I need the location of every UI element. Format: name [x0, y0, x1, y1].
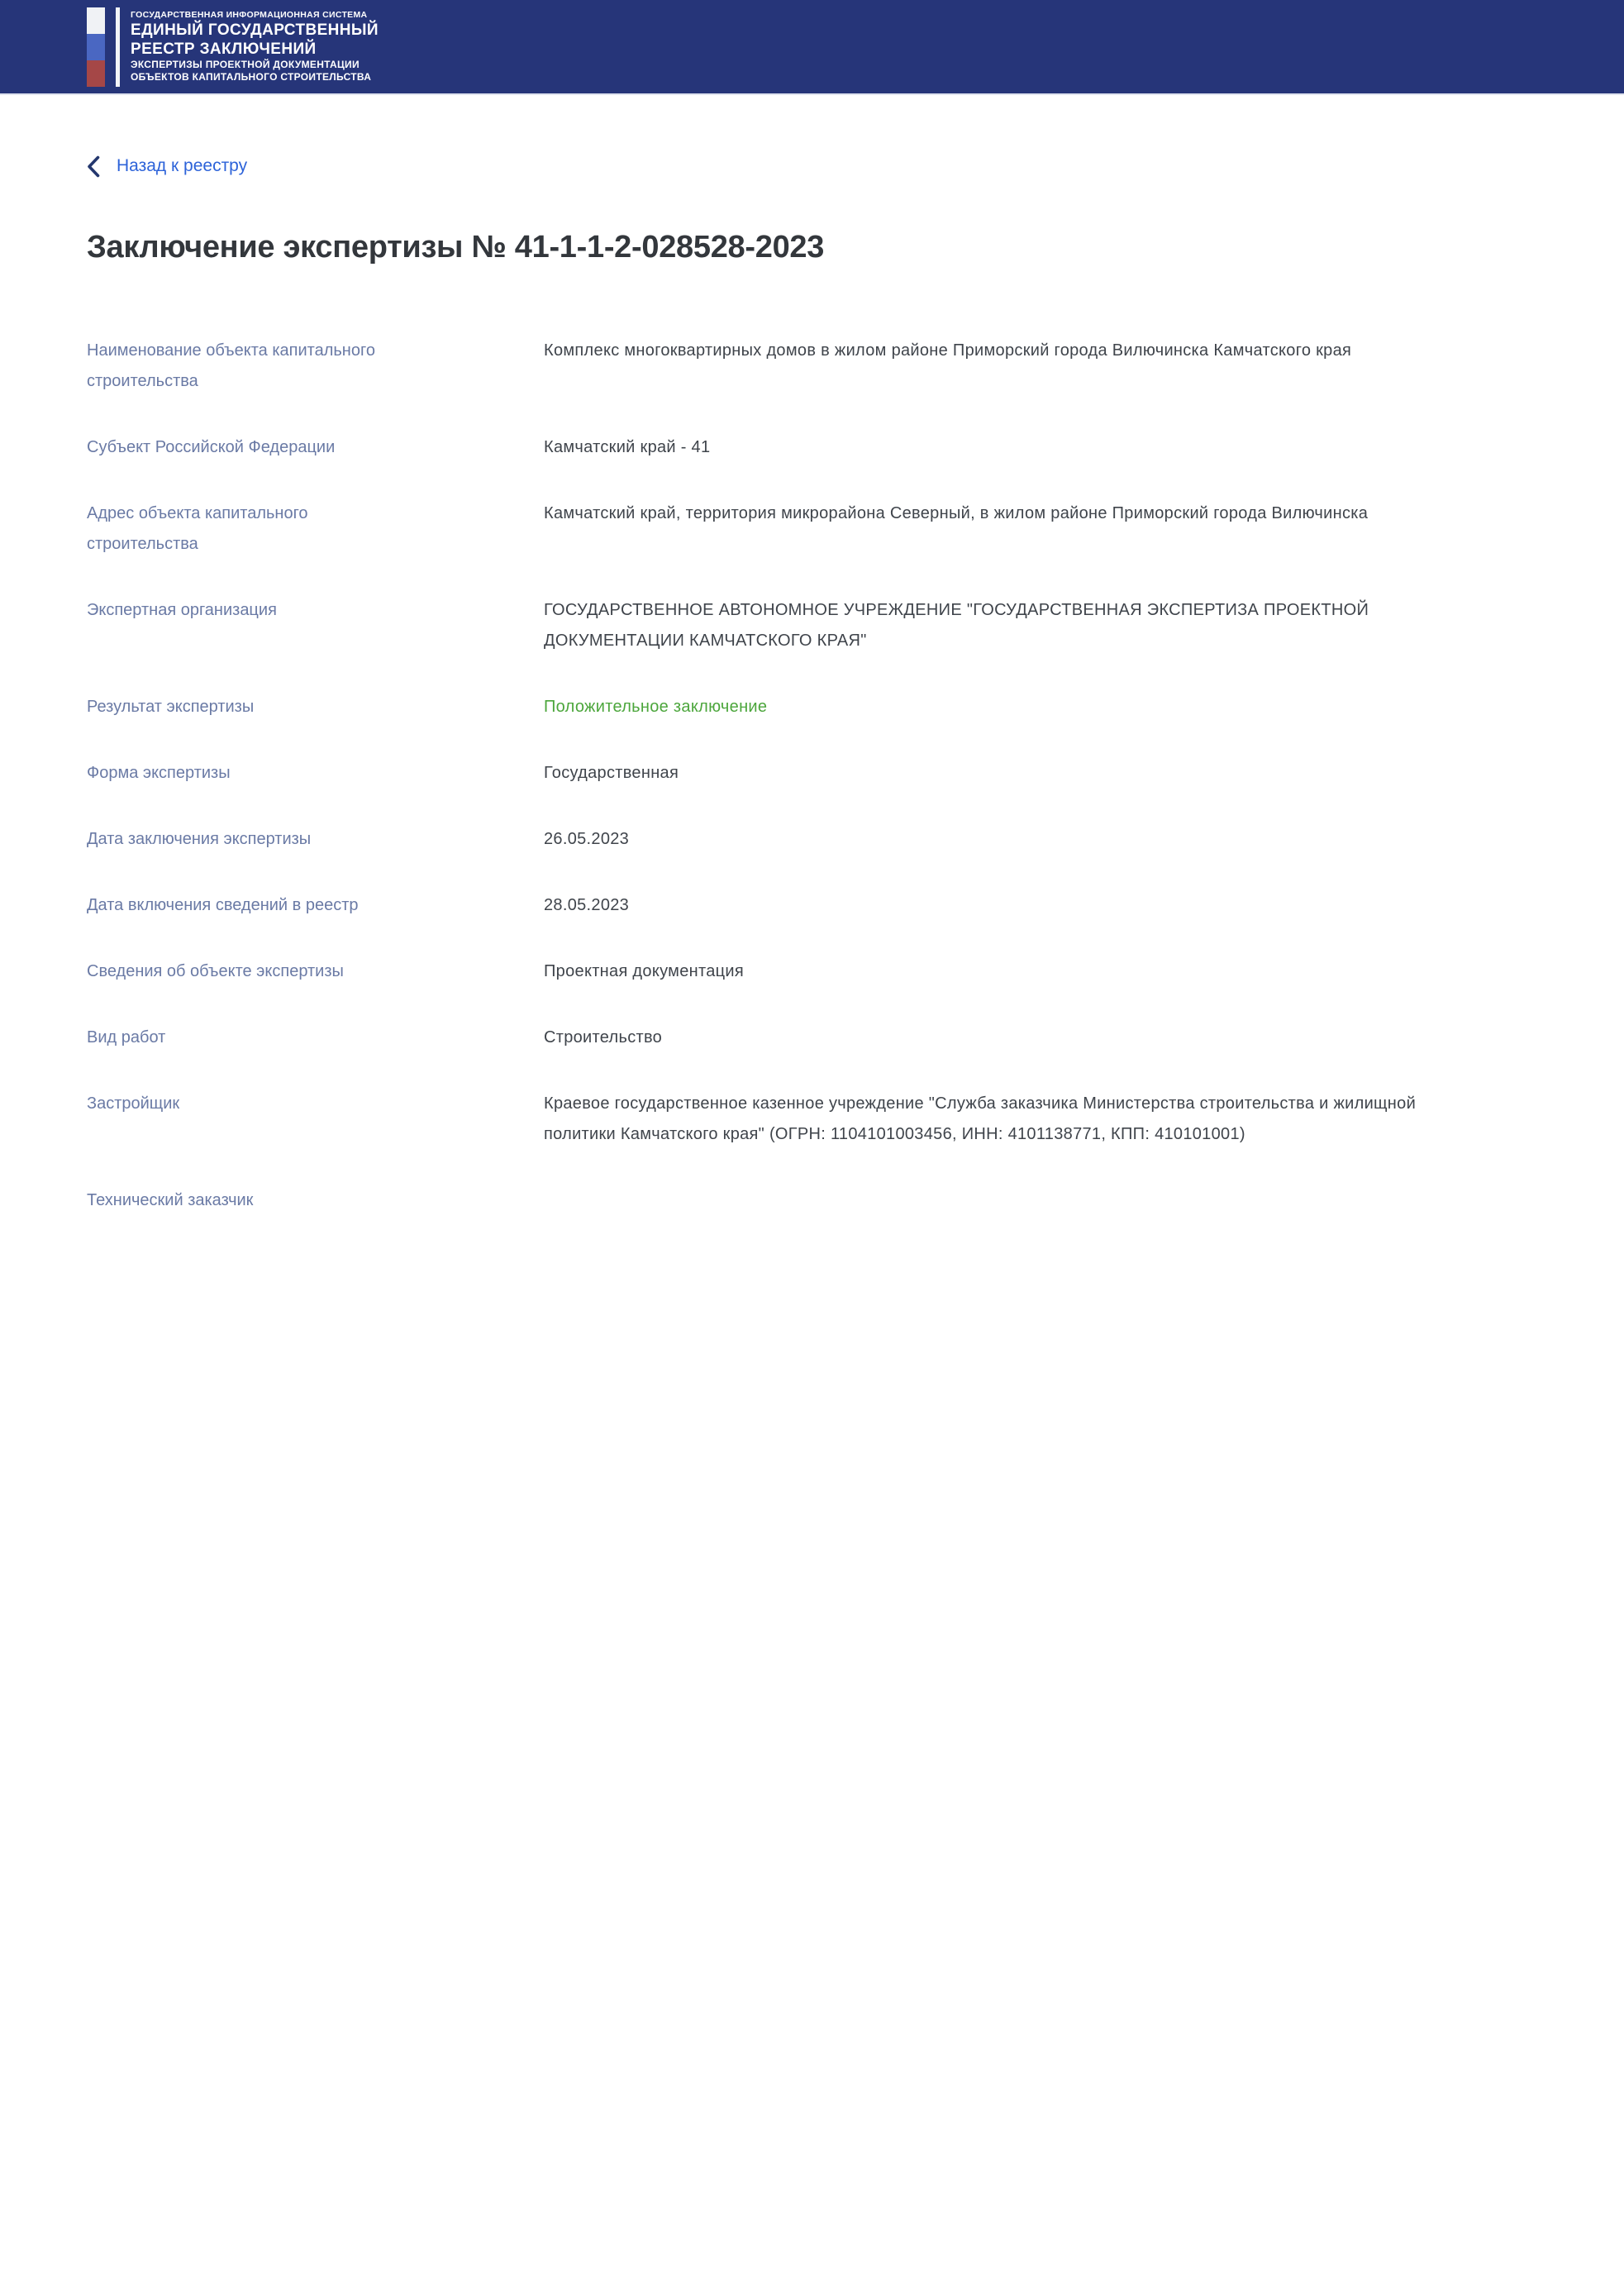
page-title: Заключение экспертизы № 41-1-1-2-028528-2023 — [87, 229, 825, 265]
field-label: Дата включения сведений в реестр — [87, 895, 359, 914]
logo-subtitle-line2: ОБЪЕКТОВ КАПИТАЛЬНОГО СТРОИТЕЛЬСТВА — [131, 71, 372, 83]
back-link-label: Назад к реестру — [117, 156, 248, 175]
flag-stripe-blue — [87, 34, 105, 60]
logo-text — [131, 10, 379, 83]
field-row — [87, 1089, 1550, 1150]
field-value: Государственная — [544, 763, 679, 782]
field-label: Адрес объекта капитального строительства — [87, 503, 308, 553]
fields-list — [87, 336, 1550, 1216]
field-label: Экспертная организация — [87, 600, 277, 619]
back-to-registry-link[interactable] — [87, 155, 247, 178]
field-row — [87, 758, 1550, 789]
field-value: Положительное заключение — [544, 697, 768, 716]
field-row — [87, 1185, 1550, 1216]
field-label: Наименование объекта капитального строительства — [87, 341, 375, 390]
field-label: Сведения об объекте экспертизы — [87, 961, 344, 980]
logo-title-line2: РЕЕСТР ЗАКЛЮЧЕНИЙ — [131, 41, 317, 58]
logo-caption: ГОСУДАРСТВЕННАЯ ИНФОРМАЦИОННАЯ СИСТЕМА — [131, 10, 368, 20]
field-row — [87, 1023, 1550, 1053]
logo-subtitle-line1: ЭКСПЕРТИЗЫ ПРОЕКТНОЙ ДОКУМЕНТАЦИИ — [131, 59, 360, 70]
russian-flag-icon — [87, 7, 105, 87]
field-value: Проектная документация — [544, 961, 745, 980]
field-value: 26.05.2023 — [544, 829, 630, 848]
field-label: Застройщик — [87, 1094, 180, 1113]
field-value: ГОСУДАРСТВЕННОЕ АВТОНОМНОЕ УЧРЕЖДЕНИЕ "ГОСУДАРСТВЕННАЯ ЭКСПЕРТИЗА ПРОЕКТНОЙ ДОКУМЕНТАЦИИ КАМЧАТСКОГО КРАЯ" — [544, 600, 1369, 650]
chevron-left-icon — [87, 155, 100, 178]
field-row — [87, 956, 1550, 987]
field-label: Вид работ — [87, 1027, 166, 1047]
field-row — [87, 824, 1550, 855]
logo-divider — [116, 7, 120, 87]
field-label: Дата заключения экспертизы — [87, 829, 312, 848]
field-value: Комплекс многоквартирных домов в жилом районе Приморский города Вилючинска Камчатского края — [544, 341, 1352, 360]
flag-stripe-white — [87, 7, 105, 34]
app-header — [0, 0, 1624, 95]
field-label: Форма экспертизы — [87, 763, 231, 782]
field-value — [544, 1185, 1469, 1216]
field-row — [87, 336, 1550, 397]
field-label: Субъект Российской Федерации — [87, 437, 336, 456]
field-value: Камчатский край, территория микрорайона Северный, в жилом районе Приморский города Вилючинска — [544, 503, 1369, 522]
field-row — [87, 692, 1550, 722]
logo-title-line1: ЕДИНЫЙ ГОСУДАРСТВЕННЫЙ — [131, 21, 379, 39]
field-value: 28.05.2023 — [544, 895, 630, 914]
field-value: Строительство — [544, 1027, 663, 1047]
field-row — [87, 498, 1550, 560]
field-value: Краевое государственное казенное учреждение "Служба заказчика Министерства строительства и жилищной политики Камчатского края" (ОГРН: 1104101003456, ИНН: 4101138771, КПП: 410101001) — [544, 1094, 1417, 1143]
field-label: Технический заказчик — [87, 1190, 254, 1209]
field-value: Камчатский край - 41 — [544, 437, 711, 456]
field-label: Результат экспертизы — [87, 697, 255, 716]
conclusion-detail-page — [0, 95, 1624, 1216]
field-row — [87, 890, 1550, 921]
field-row — [87, 595, 1550, 656]
egrz-logo — [87, 7, 379, 87]
field-row — [87, 432, 1550, 463]
flag-stripe-red — [87, 60, 105, 87]
